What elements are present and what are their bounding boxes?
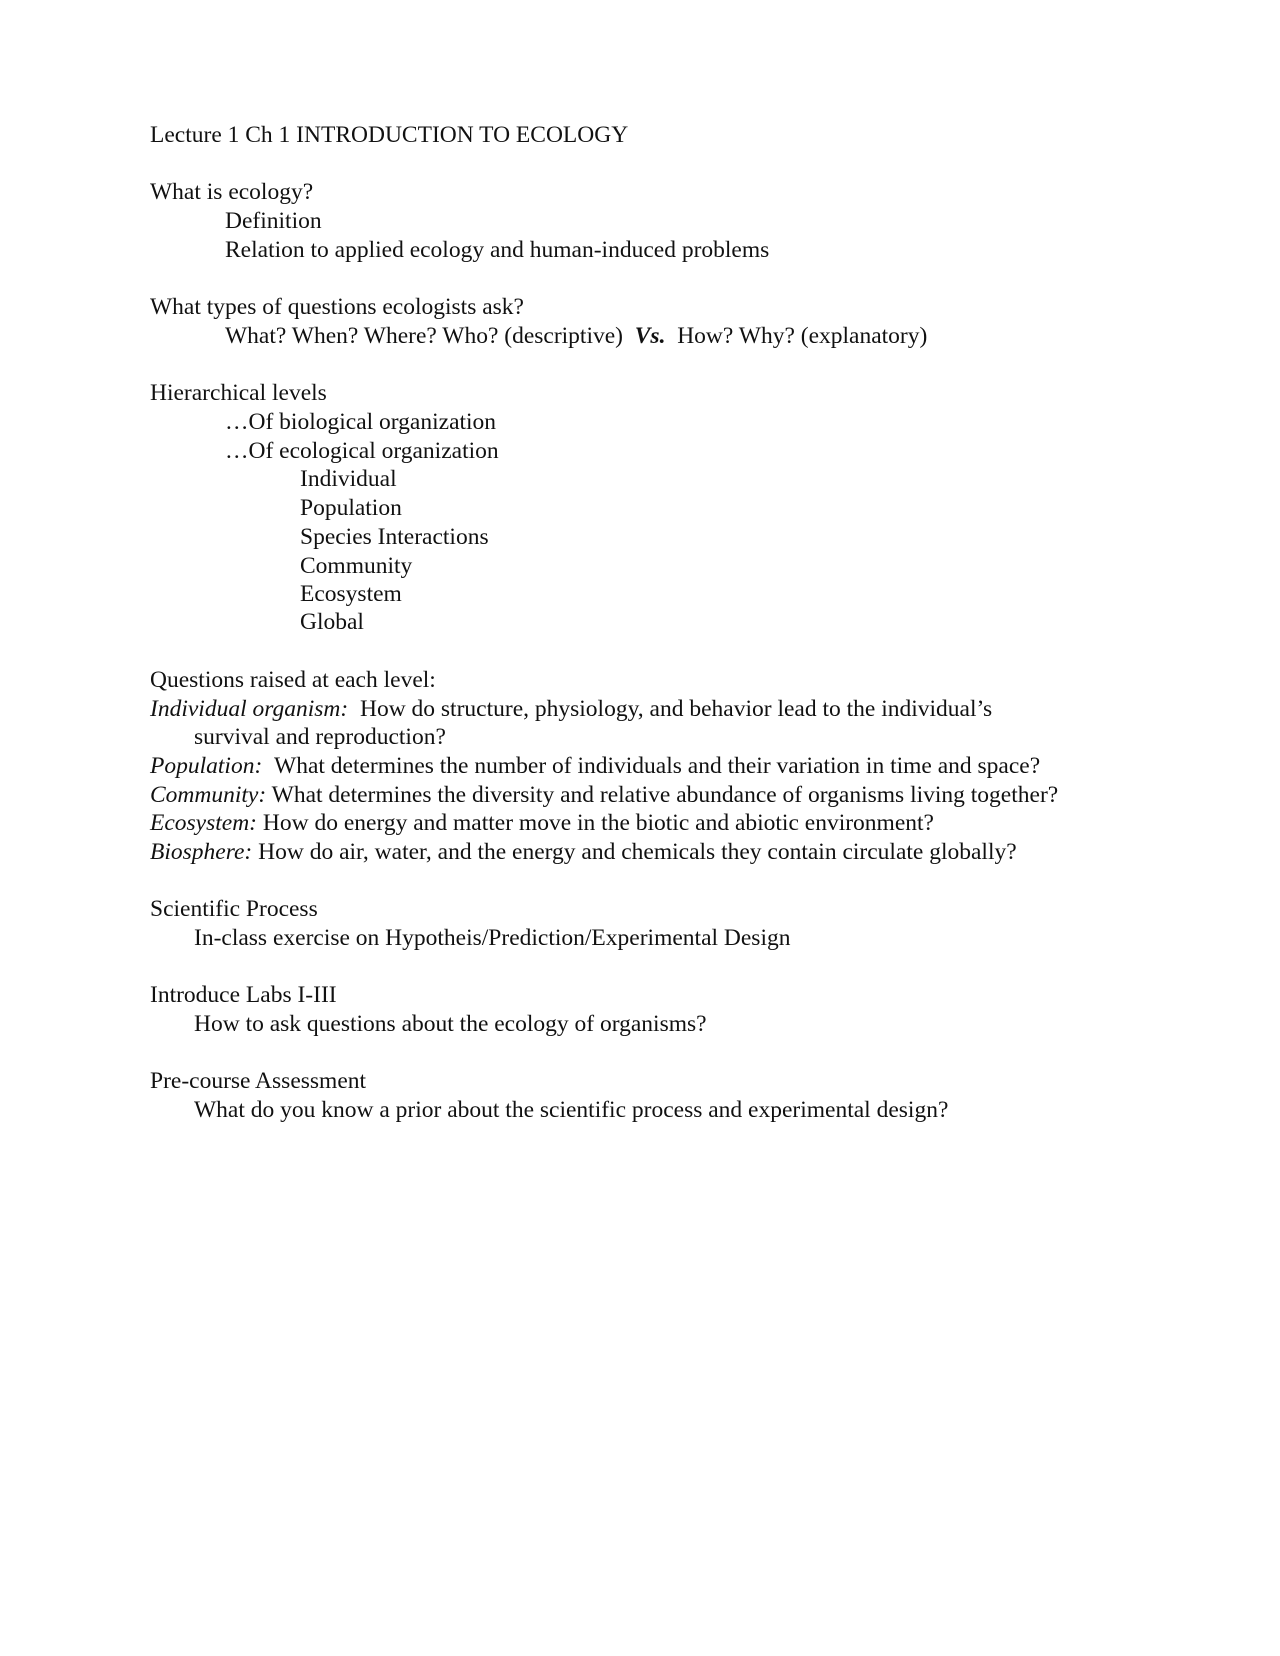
- question-individual-continued: survival and reproduction?: [194, 724, 446, 750]
- heading-what-is-ecology: What is ecology?: [150, 179, 314, 205]
- heading-introduce-labs: Introduce Labs I-III: [150, 982, 337, 1008]
- question-biosphere: [150, 838, 1017, 866]
- text-community: What determines the diversity and relative abundance of organisms living together?: [271, 782, 1059, 808]
- level-species-interactions: Species Interactions: [300, 524, 489, 550]
- question-population: [150, 752, 1040, 780]
- heading-pre-course-assessment: Pre-course Assessment: [150, 1068, 367, 1094]
- descriptive-questions: What? When? Where? Who? (descriptive): [225, 323, 623, 349]
- page-title: Lecture 1 Ch 1 INTRODUCTION TO ECOLOGY: [150, 122, 629, 148]
- level-ecosystem: Ecosystem: [300, 581, 402, 607]
- text-individual-organism: How do structure, physiology, and behavior lead to the individual’s: [359, 696, 993, 722]
- explanatory-questions: How? Why? (explanatory): [677, 323, 928, 349]
- label-population: Population:: [150, 753, 263, 779]
- versus-label: Vs.: [634, 323, 666, 349]
- item-in-class-exercise: In-class exercise on Hypotheis/Prediction/Experimental Design: [194, 925, 791, 951]
- label-individual-organism: Individual organism:: [150, 696, 349, 722]
- item-applied-ecology: Relation to applied ecology and human-induced problems: [225, 237, 770, 263]
- level-community: Community: [300, 553, 413, 579]
- question-types-line: [225, 322, 927, 350]
- label-ecosystem: Ecosystem:: [150, 810, 258, 836]
- label-biosphere: Biosphere:: [150, 839, 253, 865]
- text-biosphere: How do air, water, and the energy and chemicals they contain circulate globally?: [258, 839, 1017, 865]
- level-global: Global: [300, 609, 364, 635]
- level-individual: Individual: [300, 466, 397, 492]
- item-biological-organization: …Of biological organization: [225, 409, 497, 435]
- question-ecosystem: [150, 809, 934, 837]
- heading-level-questions: Questions raised at each level:: [150, 667, 436, 693]
- question-individual: [150, 695, 992, 723]
- heading-hierarchical-levels: Hierarchical levels: [150, 380, 327, 406]
- question-community: [150, 781, 1058, 809]
- item-assessment-question: What do you know a prior about the scientific process and experimental design?: [194, 1097, 949, 1123]
- item-ecological-organization: …Of ecological organization: [225, 438, 499, 464]
- text-ecosystem: How do energy and matter move in the biotic and abiotic environment?: [262, 810, 934, 836]
- heading-scientific-process: Scientific Process: [150, 896, 318, 922]
- item-labs-question: How to ask questions about the ecology of organisms?: [194, 1011, 707, 1037]
- label-community: Community:: [150, 782, 267, 808]
- level-population: Population: [300, 495, 402, 521]
- text-population: What determines the number of individuals and their variation in time and space?: [274, 753, 1041, 779]
- item-definition: Definition: [225, 208, 322, 234]
- heading-question-types: What types of questions ecologists ask?: [150, 294, 524, 320]
